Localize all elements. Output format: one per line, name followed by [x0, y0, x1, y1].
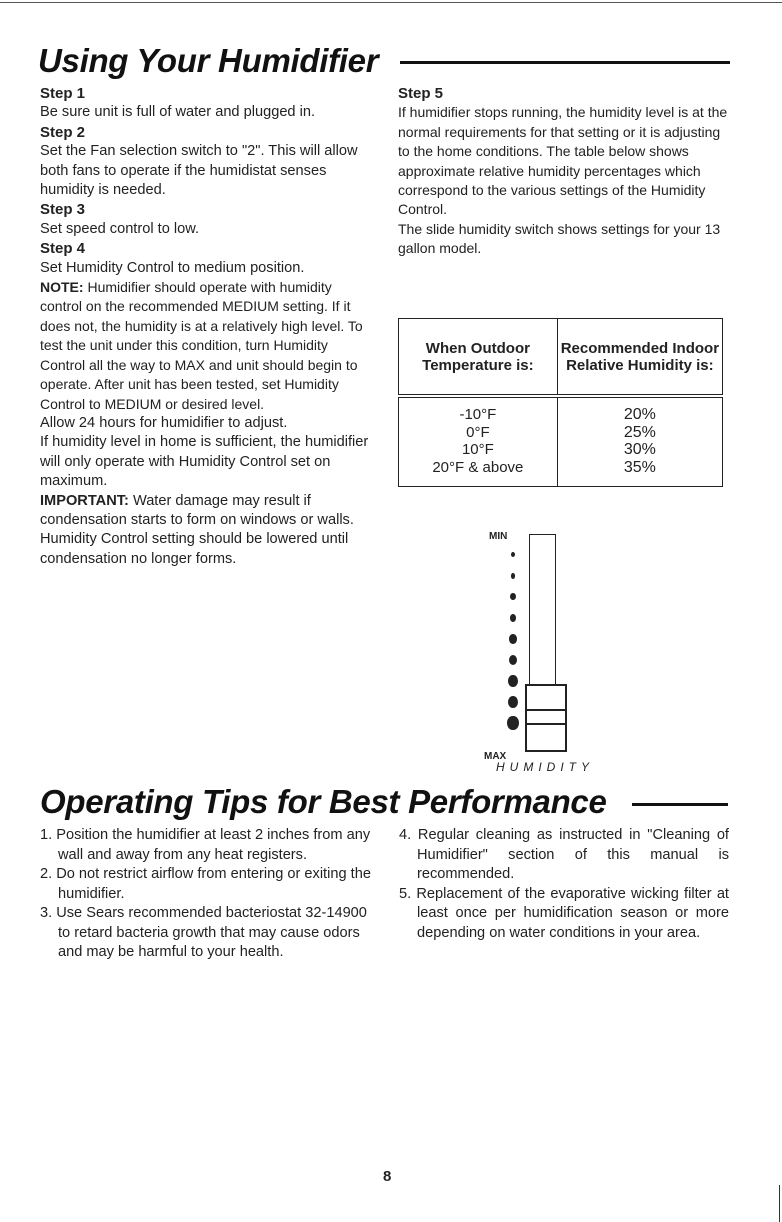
slider-knob [525, 684, 567, 752]
step-4-text: Set Humidity Control to medium position. [40, 259, 305, 276]
tip-item: 2. Do not restrict airflow from entering or exiting the humidifier. [40, 866, 371, 902]
slider-min-label: MIN [489, 531, 508, 542]
setting-dot [508, 696, 518, 709]
humidity-value: 30% [623, 441, 656, 458]
note-label: NOTE: [40, 279, 84, 296]
step-3-heading: Step 3 [40, 201, 86, 219]
step-5-heading: Step 5 [398, 85, 444, 102]
tips-title-rule [632, 803, 728, 806]
important-text: Water damage may result if condensation starts to form on windows or walls. Humidity Control setting should be lowered until condensation no longer forms. [40, 492, 354, 567]
title-rule [400, 61, 730, 64]
temp-value: 10°F [461, 441, 494, 458]
right-column [398, 84, 733, 259]
note-paragraph [40, 278, 376, 414]
sufficient-text: If humidity level in home is sufficient, the humidifier will only operate with Humidity Control set on maximum. [40, 434, 369, 490]
slider-max-label: MAX [484, 751, 507, 762]
section-title-tips: Operating Tips for Best Performance [40, 783, 607, 820]
slide-text: The slide humidity switch shows settings for your 13 gallon model. [398, 220, 721, 257]
temp-value: 0°F [466, 423, 490, 441]
setting-dot [511, 552, 515, 557]
setting-dot [511, 573, 516, 579]
allow-text: Allow 24 hours for humidifier to adjust. [40, 414, 288, 431]
setting-dot [507, 716, 518, 730]
humidity-table [398, 318, 723, 487]
step-2-text: Set the Fan selection switch to "2". This will allow both fans to operate if the humidistat senses humidity is needed. [40, 143, 358, 199]
tip-item: 4. Regular cleaning as instructed in "Cleaning of Humidifier" section of this manual is recommended. [399, 827, 729, 882]
temp-value: 20°F & above [432, 458, 524, 476]
page-number: 8 [383, 1168, 392, 1185]
header-outdoor-temp: When Outdoor Temperature is: [399, 319, 558, 397]
note-text: Humidifier should operate with humidity control on the recommended MEDIUM setting. If it does not, the humidity is at a relatively high level. To test the unit under this condition, turn Humidity Control all the way to MAX and unit should begin to operate. After unit has been tested, set Humidity Control to MEDIUM or desired level. [40, 279, 363, 412]
temp-cell [399, 396, 558, 487]
tips-list-left [40, 826, 376, 963]
humidity-value: 25% [623, 423, 656, 441]
slider-caption: HUMIDITY [496, 760, 594, 774]
step-5-text: If humidifier stops running, the humidity level is at the normal requirements for that setting or it is adjusting to the home conditions. The table below shows approximate relative humidity percentages which correspond to the various settings of the Humidity Control. [398, 104, 728, 218]
step-1-heading: Step 1 [40, 85, 86, 102]
setting-dot [510, 593, 516, 600]
setting-dot [508, 675, 517, 687]
setting-dot [510, 614, 517, 622]
temp-value: -10°F [459, 406, 497, 423]
important-paragraph [40, 492, 376, 570]
step-4-heading: Step 4 [40, 240, 86, 258]
humidity-cell [557, 396, 722, 487]
humidity-value: 20% [623, 406, 656, 423]
edge-mark [779, 1185, 780, 1222]
step-2-heading: Step 2 [40, 123, 86, 141]
slider-track [529, 534, 556, 687]
top-border [0, 2, 782, 3]
tip-item: 1. Position the humidifier at least 2 inches from any wall and away from any heat registers. [40, 827, 371, 863]
setting-dot [509, 655, 518, 666]
step-1-text: Be sure unit is full of water and plugged in. [40, 104, 316, 121]
tip-item: 3. Use Sears recommended bacteriostat 32-14900 to retard bacteria growth that may cause odors and may be harmful to your health. [40, 905, 367, 960]
setting-dot [509, 634, 517, 644]
header-indoor-humidity: Recommended Indoor Relative Humidity is: [557, 319, 722, 397]
tip-item: 5. Replacement of the evaporative wicking filter at least once per humidification season or more depending on water conditions in your area. [399, 885, 729, 941]
important-label: IMPORTANT: [40, 492, 129, 509]
section-title-using: Using Your Humidifier [38, 42, 379, 79]
step-3-text: Set speed control to low. [40, 220, 200, 237]
humidity-value: 35% [623, 458, 656, 476]
humidity-slider-diagram [480, 525, 620, 785]
left-column [40, 84, 376, 569]
tips-list-right [399, 826, 729, 943]
